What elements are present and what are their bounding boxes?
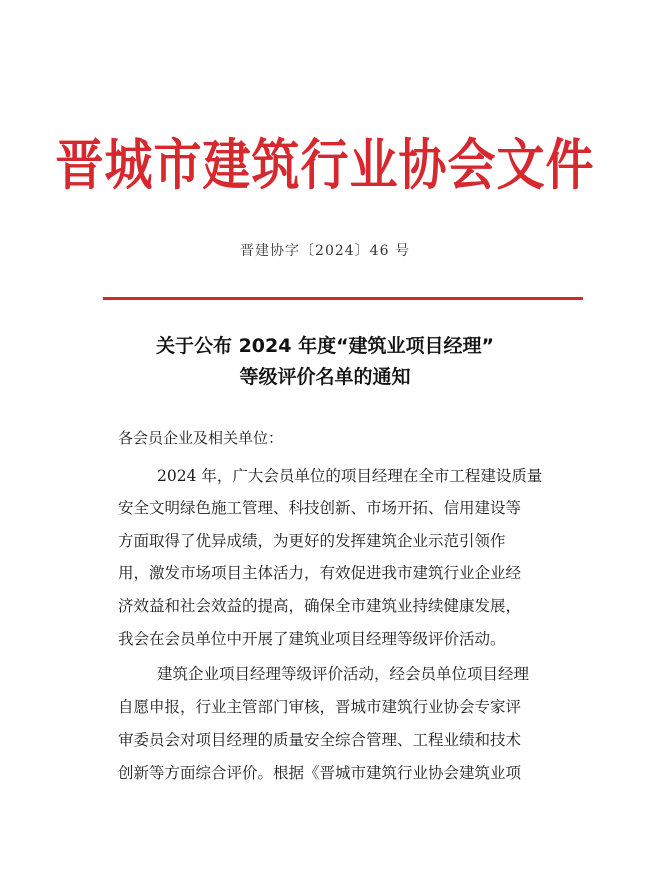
body-line: 用，激发市场项目主体活力，有效促进我市建筑行业企业经 <box>118 564 522 582</box>
document-number: 晋建协字〔2024〕46 号 <box>240 243 410 259</box>
body-line: 济效益和社会效益的提高，确保全市建筑业持续健康发展， <box>118 597 522 615</box>
notice-title-line-2: 等级评价名单的通知 <box>239 366 411 388</box>
notice-title-line-1: 关于公布 2024 年度“建筑业项目经理” <box>155 335 495 357</box>
body-line: 安全文明绿色施工管理、科技创新、市场开拓、信用建设等 <box>118 499 522 517</box>
organization-header-title: 晋城市建筑行业协会文件 <box>55 133 595 198</box>
body-line: 自愿申报，行业主管部门审核，晋城市建筑行业协会专家评 <box>118 698 522 716</box>
body-line: 2024 年，广大会员单位的项目经理在全市工程建设质量 <box>157 467 543 485</box>
body-line: 审委员会对项目经理的质量安全综合管理、工程业绩和技术 <box>118 731 522 749</box>
body-line: 我会在会员单位中开展了建筑业项目经理等级评价活动。 <box>118 630 506 648</box>
body-line: 建筑企业项目经理等级评价活动，经会员单位项目经理 <box>157 665 530 683</box>
salutation: 各会员企业及相关单位： <box>118 429 284 447</box>
body-line: 创新等方面综合评价。根据《晋城市建筑行业协会建筑业项 <box>118 764 522 782</box>
body-line: 方面取得了优异成绩，为更好的发挥建筑企业示范引领作 <box>118 532 506 550</box>
